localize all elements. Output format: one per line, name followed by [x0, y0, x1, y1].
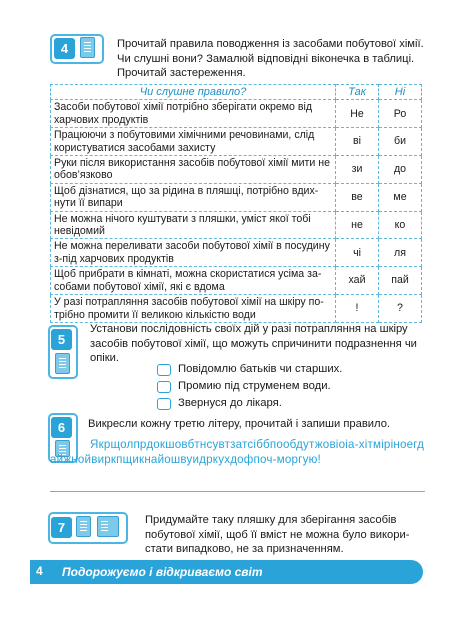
list-icon — [55, 353, 70, 374]
order-box-1[interactable] — [157, 364, 171, 376]
letter-puzzle: Якрщолпрдокшовбтнсувтзатсіббпообдутжовіоіа-хітмірінoегдайжнойвиркпщикнайошвуидркухдофпоч-моргую! — [50, 438, 425, 466]
footer-title: Подорожуємо і відкриваємо світ — [62, 565, 263, 579]
no-cell[interactable]: ме — [379, 183, 422, 211]
yes-cell[interactable]: ве — [336, 183, 379, 211]
yes-cell[interactable]: ! — [336, 295, 379, 323]
no-cell[interactable]: ля — [379, 239, 422, 267]
rules-table — [50, 84, 422, 323]
header-yes: Так — [336, 85, 379, 100]
rule-text: У разі потрапляння засобів побутової хімії на шкіру потрібно промити її великою кількістю води — [51, 295, 336, 323]
no-cell[interactable]: до — [379, 156, 422, 184]
rule-text: Щоб дізнатися, що за рідина в пляшці, потрібно вдихнути її випари — [51, 183, 336, 211]
table-row — [51, 267, 422, 295]
no-cell[interactable]: Ро — [379, 100, 422, 128]
answer-line-1 — [50, 491, 425, 492]
task-4-number: 4 — [54, 38, 75, 59]
task-5-number: 5 — [51, 329, 72, 350]
table-row — [51, 239, 422, 267]
no-cell[interactable]: пай — [379, 267, 422, 295]
header-rule: Чи слушне правило? — [51, 85, 336, 100]
pencil-icon — [76, 516, 91, 537]
yes-cell[interactable]: хай — [336, 267, 379, 295]
yes-cell[interactable]: зи — [336, 156, 379, 184]
table-header-row — [51, 85, 422, 100]
header-no: Ні — [379, 85, 422, 100]
rule-text: Не можна нічого куштувати з пляшки, уміст якої тобі невідомий — [51, 211, 336, 239]
rule-text: Засоби побутової хімії потрібно зберігати окремо від харчових продуктів — [51, 100, 336, 128]
rule-text: Не можна переливати засоби побутової хімії в посудину з-під харчових продуктів — [51, 239, 336, 267]
no-cell[interactable]: ? — [379, 295, 422, 323]
order-box-2[interactable] — [157, 381, 171, 393]
task-7-number: 7 — [51, 517, 72, 538]
task-6-instruction: Викресли кожну третю літеру, прочитай і запиши правило. — [88, 418, 391, 430]
table-row — [51, 295, 422, 323]
task-4-instruction: Прочитай правила поводження із засобами побутової хімії. Чи слушні вони? Замалюй відповідні віконечка в таблиці. Прочитай застереження. — [117, 38, 424, 79]
task-7-instruction: Придумайте таку пляшку для зберігання засобів побутової хімії, щоб її вміст не можна було використати випадково, не за призначенням. — [145, 514, 410, 555]
order-box-3[interactable] — [157, 398, 171, 410]
rule-text: Працюючи з побутовими хімічними речовинами, слід користуватися засобами захисту — [51, 128, 336, 156]
table-row — [51, 156, 422, 184]
yes-cell[interactable]: не — [336, 211, 379, 239]
no-cell[interactable]: ко — [379, 211, 422, 239]
page-footer — [0, 560, 453, 584]
no-cell[interactable]: би — [379, 128, 422, 156]
table-row — [51, 128, 422, 156]
read-icon — [80, 37, 95, 58]
rule-text: Щоб прибрати в кімнаті, можна скористатися усіма засобами побутової хімії, які є вдома — [51, 267, 336, 295]
group-icon — [97, 516, 119, 537]
yes-cell[interactable]: Не — [336, 100, 379, 128]
yes-cell[interactable]: чі — [336, 239, 379, 267]
task-5-instruction: Установи послідовність своїх дій у разі потрапляння на шкіру засобів побутової хімії, що можуть спричинити подразнення чи опіки. — [90, 323, 417, 364]
option-1: Повідомлю батьків чи старших. — [178, 363, 343, 375]
task-6-number: 6 — [51, 417, 72, 438]
option-2: Промию під струменем води. — [178, 380, 331, 392]
rule-text: Руки після використання засобів побутової хімії мити не обов’язково — [51, 156, 336, 184]
table-row — [51, 100, 422, 128]
table-row — [51, 211, 422, 239]
option-3: Звернуся до лікаря. — [178, 397, 282, 409]
yes-cell[interactable]: ві — [336, 128, 379, 156]
table-row — [51, 183, 422, 211]
page-number: 4 — [36, 564, 43, 578]
